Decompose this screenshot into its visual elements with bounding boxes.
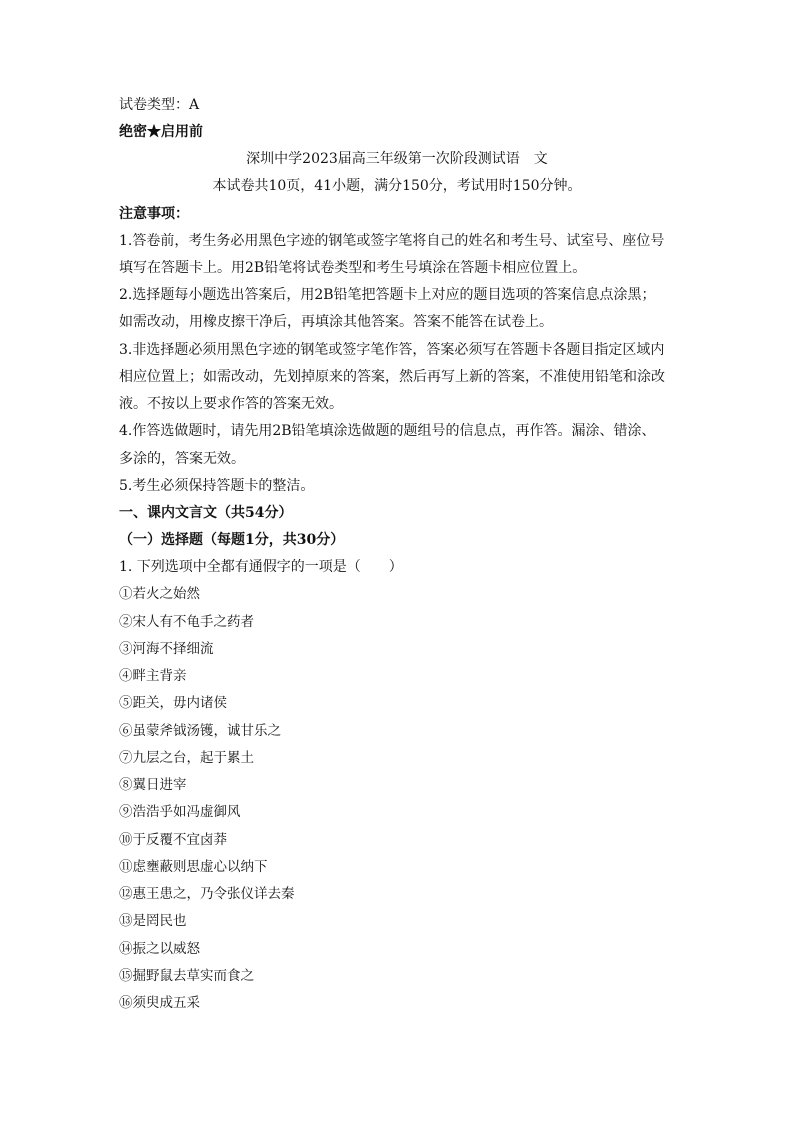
- option-item: ⑫惠王患之，乃令张仪详去秦: [119, 886, 295, 902]
- notice-line: 如需改动，用橡皮擦干净后，再填涂其他答案。答案不能答在试卷上。: [119, 314, 553, 330]
- option-item: ⑭振之以威怒: [119, 941, 200, 957]
- notice-line: 相应位置上；如需改动，先划掉原来的答案，然后再写上新的答案，不准使用铅笔和涂改: [119, 369, 665, 385]
- option-item: ⑩于反覆不宜卤莽: [119, 832, 227, 848]
- option-item: ③河海不择细流: [119, 641, 214, 657]
- notice-line: 1.答卷前，考生务必用黑色字迹的钢笔或签字笔将自己的姓名和考生号、试室号、座位号: [119, 233, 665, 249]
- exam-summary: 本试卷共10页，41小题，满分150分，考试用时150分钟。: [212, 178, 582, 194]
- notice-line: 填写在答题卡上。用2B铅笔将试卷类型和考生号填涂在答题卡相应位置上。: [119, 260, 587, 276]
- notice-heading: 注意事项：: [119, 206, 189, 222]
- option-item: ⑬是罔民也: [119, 913, 187, 929]
- section-subheading: （一）选择题（每题1分，共30分）: [119, 532, 345, 548]
- option-item: ⑯须臾成五采: [119, 995, 200, 1011]
- option-item: ⑧翼日进宰: [119, 777, 187, 793]
- page-title: 深圳中学2023届高三年级第一次阶段测试语 文: [246, 151, 548, 167]
- notice-line: 4.作答选做题时，请先用2B铅笔填涂选做题的题组号的信息点，再作答。漏涂、错涂、: [119, 423, 656, 439]
- notice-line: 液。不按以上要求作答的答案无效。: [119, 396, 343, 412]
- option-item: ⑪虑壅蔽则思虚心以纳下: [119, 859, 268, 875]
- option-item: ⑥虽蒙斧钺汤镬，诚甘乐之: [119, 723, 281, 739]
- confidential-label: 绝密★启用前: [119, 124, 203, 140]
- option-item: ⑨浩浩乎如冯虚御风: [119, 804, 241, 820]
- option-item: ④畔主背亲: [119, 668, 187, 684]
- option-item: ⑤距关，毋内诸侯: [119, 695, 227, 711]
- option-item: ⑮掘野鼠去草实而食之: [119, 968, 254, 984]
- option-item: ①若火之始然: [119, 586, 200, 602]
- option-item: ⑦九层之台，起于累土: [119, 750, 254, 766]
- notice-line: 3.非选择题必须用黑色字迹的钢笔或签字笔作答，答案必须写在答题卡各题目指定区域内: [119, 342, 665, 358]
- notice-line: 5.考生必须保持答题卡的整洁。: [119, 478, 315, 494]
- notice-line: 2.选择题每小题选出答案后，用2B铅笔把答题卡上对应的题目选项的答案信息点涂黑；: [119, 287, 656, 303]
- section-heading: 一、课内文言文（共54分）: [119, 505, 293, 521]
- question-stem: 1. 下列选项中全都有通假字的一项是（ ）: [119, 559, 403, 575]
- notice-line: 多涂的，答案无效。: [119, 451, 245, 467]
- option-item: ②宋人有不龟手之药者: [119, 614, 254, 630]
- paper-type: 试卷类型：A: [119, 97, 200, 113]
